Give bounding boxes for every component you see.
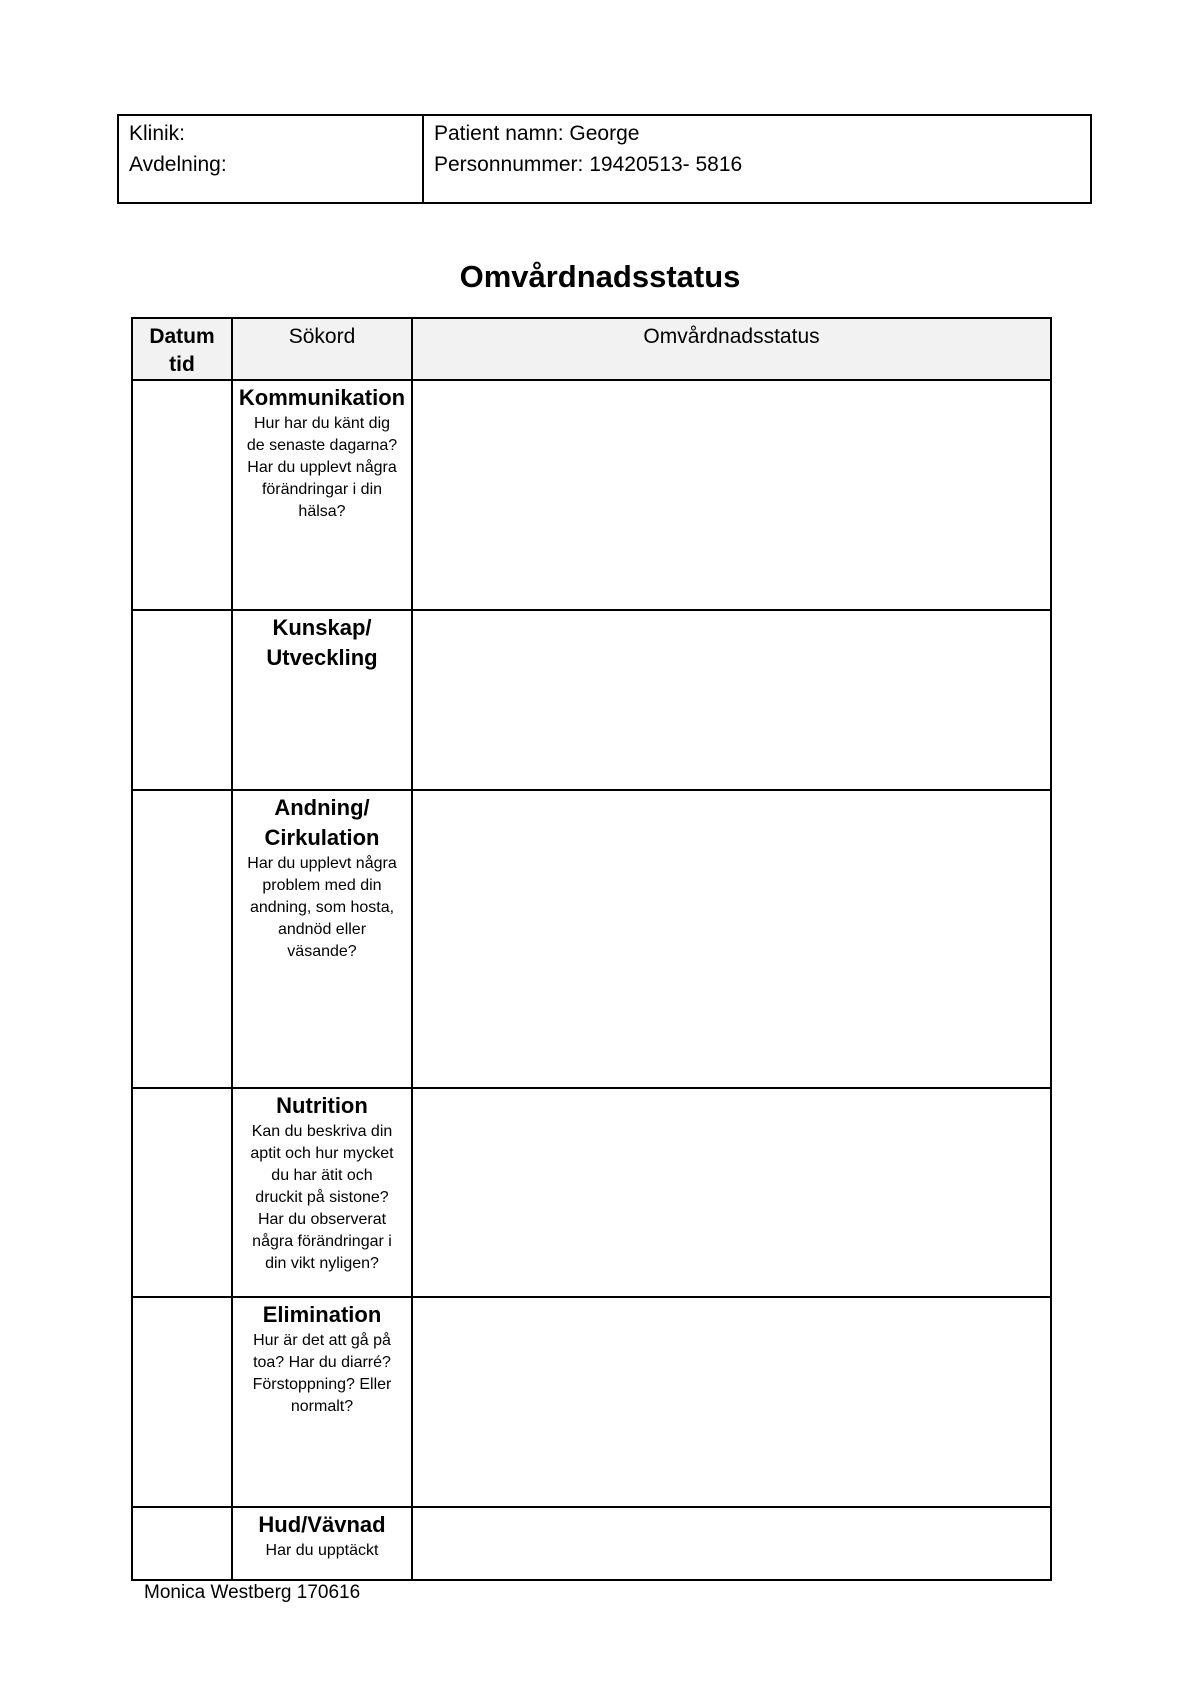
nursing-status-table bbox=[131, 317, 1052, 1581]
keyword-question: Förstoppning? Eller bbox=[252, 1376, 392, 1393]
keyword-title: Hud/Vävnad bbox=[258, 1512, 386, 1537]
personal-number: Personnummer: 19420513- 5816 bbox=[434, 153, 743, 176]
keyword-question: några förändringar i bbox=[252, 1233, 392, 1250]
keyword-question: aptit och hur mycket bbox=[250, 1145, 394, 1162]
date-time-cell[interactable] bbox=[132, 380, 232, 610]
keyword-question: druckit på sistone? bbox=[255, 1189, 389, 1206]
page-title: Omvårdnadsstatus bbox=[459, 259, 741, 294]
keyword-question: toa? Har du diarré? bbox=[253, 1354, 391, 1371]
keyword-title: Elimination bbox=[262, 1302, 382, 1327]
header-status: Omvårdnadsstatus bbox=[412, 318, 1051, 380]
keyword-question: väsande? bbox=[287, 943, 357, 960]
patient-name: Patient namn: George bbox=[434, 122, 640, 145]
keyword-title: Kommunikation bbox=[238, 385, 406, 410]
date-time-cell[interactable] bbox=[132, 1507, 232, 1580]
ward-label: Avdelning: bbox=[129, 153, 227, 176]
keyword-cell bbox=[232, 790, 412, 1088]
status-notes-cell[interactable] bbox=[412, 790, 1051, 1088]
keyword-title: Kunskap/ bbox=[272, 615, 372, 640]
keyword-title: Nutrition bbox=[276, 1093, 368, 1118]
date-time-cell[interactable] bbox=[132, 610, 232, 790]
date-time-cell[interactable] bbox=[132, 790, 232, 1088]
status-notes-cell[interactable] bbox=[412, 1088, 1051, 1297]
status-notes-cell[interactable] bbox=[412, 1507, 1051, 1580]
keyword-question: du har ätit och bbox=[271, 1167, 373, 1184]
keyword-question: Har du upplevt några bbox=[247, 459, 397, 476]
keyword-cell bbox=[232, 380, 412, 610]
header-date-label: Datum bbox=[149, 325, 215, 348]
keyword-cell bbox=[232, 610, 412, 790]
keyword-cell bbox=[232, 1088, 412, 1297]
status-notes-cell[interactable] bbox=[412, 610, 1051, 790]
keyword-cell bbox=[232, 1297, 412, 1507]
header-time-label: tid bbox=[169, 353, 195, 376]
keyword-cell bbox=[232, 1507, 412, 1580]
patient-info-cell bbox=[424, 116, 1090, 202]
footer-author: Monica Westberg 170616 bbox=[144, 1582, 361, 1603]
table-row-andning bbox=[132, 790, 1051, 1088]
clinic-label: Klinik: bbox=[129, 122, 186, 145]
keyword-question: Hur har du känt dig bbox=[253, 415, 391, 432]
keyword-question: förändringar i din bbox=[261, 481, 383, 498]
keyword-question: Har du upplevt några bbox=[247, 855, 397, 872]
table-row-kommunikation bbox=[132, 380, 1051, 610]
table-row-hud bbox=[132, 1507, 1051, 1580]
status-notes-cell[interactable] bbox=[412, 380, 1051, 610]
keyword-question: Hur är det att gå på bbox=[253, 1332, 391, 1349]
table-header-row bbox=[132, 318, 1051, 380]
keyword-question: Har du observerat bbox=[257, 1211, 387, 1228]
keyword-question: hälsa? bbox=[298, 503, 346, 520]
keyword-title: Andning/ bbox=[274, 795, 370, 820]
table-row-kunskap bbox=[132, 610, 1051, 790]
keyword-title: Utveckling bbox=[266, 645, 378, 670]
patient-header-box bbox=[117, 114, 1092, 204]
status-notes-cell[interactable] bbox=[412, 1297, 1051, 1507]
clinic-info-cell bbox=[119, 116, 424, 202]
table-row-elimination bbox=[132, 1297, 1051, 1507]
table-row-nutrition bbox=[132, 1088, 1051, 1297]
date-time-cell[interactable] bbox=[132, 1088, 232, 1297]
keyword-question: normalt? bbox=[290, 1398, 354, 1415]
header-date-time bbox=[132, 318, 232, 380]
keyword-question: problem med din bbox=[262, 877, 382, 894]
keyword-question: Har du upptäckt bbox=[265, 1542, 379, 1559]
keyword-question: din vikt nyligen? bbox=[265, 1255, 379, 1272]
keyword-question: Kan du beskriva din bbox=[251, 1123, 393, 1140]
keyword-question: andning, som hosta, bbox=[249, 899, 395, 916]
keyword-title: Cirkulation bbox=[264, 825, 380, 850]
header-keyword: Sökord bbox=[232, 318, 412, 380]
keyword-question: de senaste dagarna? bbox=[246, 437, 398, 454]
date-time-cell[interactable] bbox=[132, 1297, 232, 1507]
keyword-question: andnöd eller bbox=[277, 921, 367, 938]
